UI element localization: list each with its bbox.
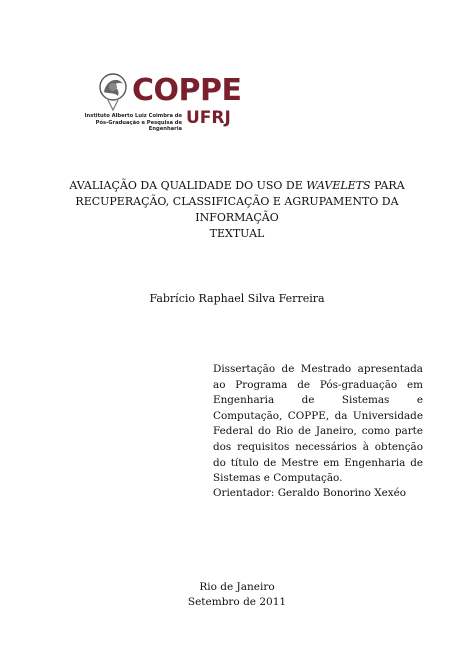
institute-line-2: Pós-Graduação e Pesquisa de Engenharia [95,119,182,132]
institute-emblem-icon [96,70,130,114]
author-name: Fabrício Raphael Silva Ferreira [149,292,325,305]
title-line-1: AVALIAÇÃO DA QUALIDADE DO USO DE WAVELETS PARA [69,179,405,192]
ufrj-wordmark: UFRJ [186,108,231,128]
institute-name [82,113,182,133]
title-line-2: RECUPERAÇÃO, CLASSIFICAÇÃO E AGRUPAMENTO DA INFORMAÇÃO [75,195,399,224]
advisor-line: Orientador: Geraldo Bonorino Xexéo [213,487,407,499]
place: Rio de Janeiro [199,581,275,593]
thesis-title [40,178,434,242]
place-and-date [40,580,434,610]
coppe-ufrj-logo [74,66,242,136]
title-line-3: TEXTUAL [209,227,265,240]
coppe-wordmark: COPPE [132,73,242,108]
dissertation-statement: Dissertação de Mestrado apresentada ao Programa de Pós-graduação em Engenharia de Sistemas e Computação, COPPE, da Universidade Federal do Rio de Janeiro, como parte dos requisitos necessários à obtenção do título de Mestre em Engenharia de Sistemas e Computação. [213,363,423,485]
title-italic-term: WAVELETS [306,179,371,192]
date: Setembro de 2011 [187,596,287,608]
institute-line-1: Instituto Alberto Luiz Coimbra de [84,113,182,119]
